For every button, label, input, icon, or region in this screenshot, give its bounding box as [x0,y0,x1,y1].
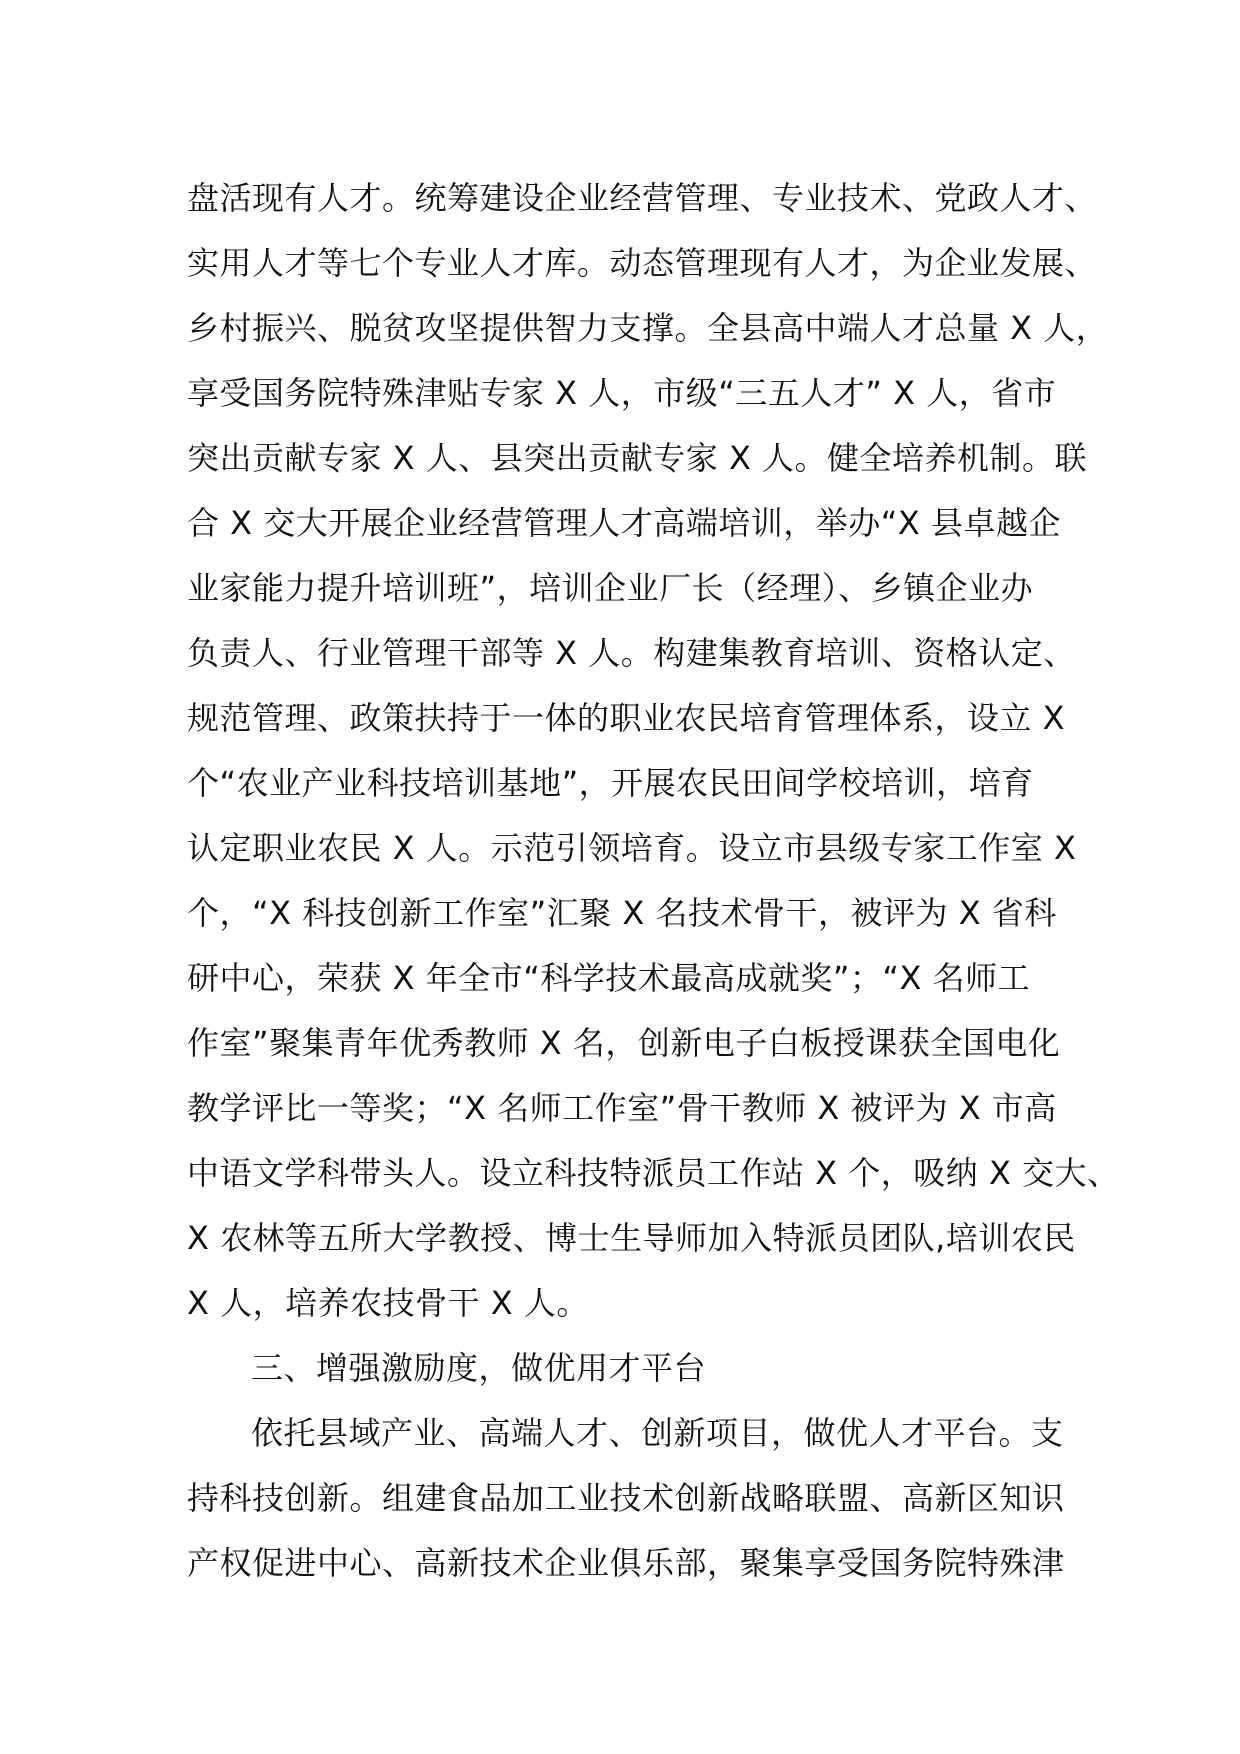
paragraph-line: 乡村振兴、脱贫攻坚提供智力支撑。全县高中端人才总量 X 人， [187,309,1109,347]
paragraph-line: 依托县域产业、高端人才、创新项目，做优人才平台。支 [251,1414,1064,1452]
paragraph-line: 个，“X 科技创新工作室”汇聚 X 名技术骨干，被评为 X 省科 [187,894,1057,932]
paragraph-line: 规范管理、政策扶持于一体的职业农民培育管理体系，设立 X [187,699,1066,737]
paragraph-line: 中语文学科带头人。设立科技特派员工作站 X 个，吸纳 X 交大、 [187,1154,1120,1192]
paragraph-line: 教学评比一等奖；“X 名师工作室”骨干教师 X 被评为 X 市高 [187,1089,1057,1127]
paragraph-line: 持科技创新。组建食品加工业技术创新战略联盟、高新区知识 [187,1479,1065,1517]
paragraph-line: 个“农业产业科技培训基地”，开展农民田间学校培训，培育 [187,764,1034,802]
document-body [187,166,1120,1596]
paragraph-line: 合 X 交大开展企业经营管理人才高端培训，举办“X 县卓越企 [187,504,1061,542]
paragraph-line: X 农林等五所大学教授、博士生导师加入特派员团队,培训农民 [187,1219,1076,1257]
paragraph-line: 负责人、行业管理干部等 X 人。构建集教育培训、资格认定、 [187,634,1076,672]
paragraph-line: 盘活现有人才。统筹建设企业经营管理、专业技术、党政人才、 [187,179,1098,217]
paragraph-line: 业家能力提升培训班”，培训企业厂长（经理）、乡镇企业办 [187,569,1034,607]
paragraph-line: 产权促进中心、高新技术企业俱乐部，聚集享受国务院特殊津 [187,1544,1065,1582]
paragraph-line: 实用人才等七个专业人才库。动态管理现有人才，为企业发展、 [187,244,1098,282]
paragraph-line: 突出贡献专家 X 人、县突出贡献专家 X 人。健全培养机制。联 [187,439,1088,477]
paragraph-line: 认定职业农民 X 人。示范引领培育。设立市县级专家工作室 X [187,829,1077,867]
paragraph-line: 作室”聚集青年优秀教师 X 名，创新电子白板授课获全国电化 [187,1024,1061,1062]
paragraph-line: X 人，培养农技骨干 X 人。 [187,1284,589,1322]
paragraph-line: 研中心，荣获 X 年全市“科学技术最高成就奖”；“X 名师工 [187,959,1031,997]
section-heading: 三、增强激励度，做优用才平台 [251,1349,707,1387]
paragraph-line: 享受国务院特殊津贴专家 X 人，市级“三五人才” X 人，省市 [187,374,1057,412]
